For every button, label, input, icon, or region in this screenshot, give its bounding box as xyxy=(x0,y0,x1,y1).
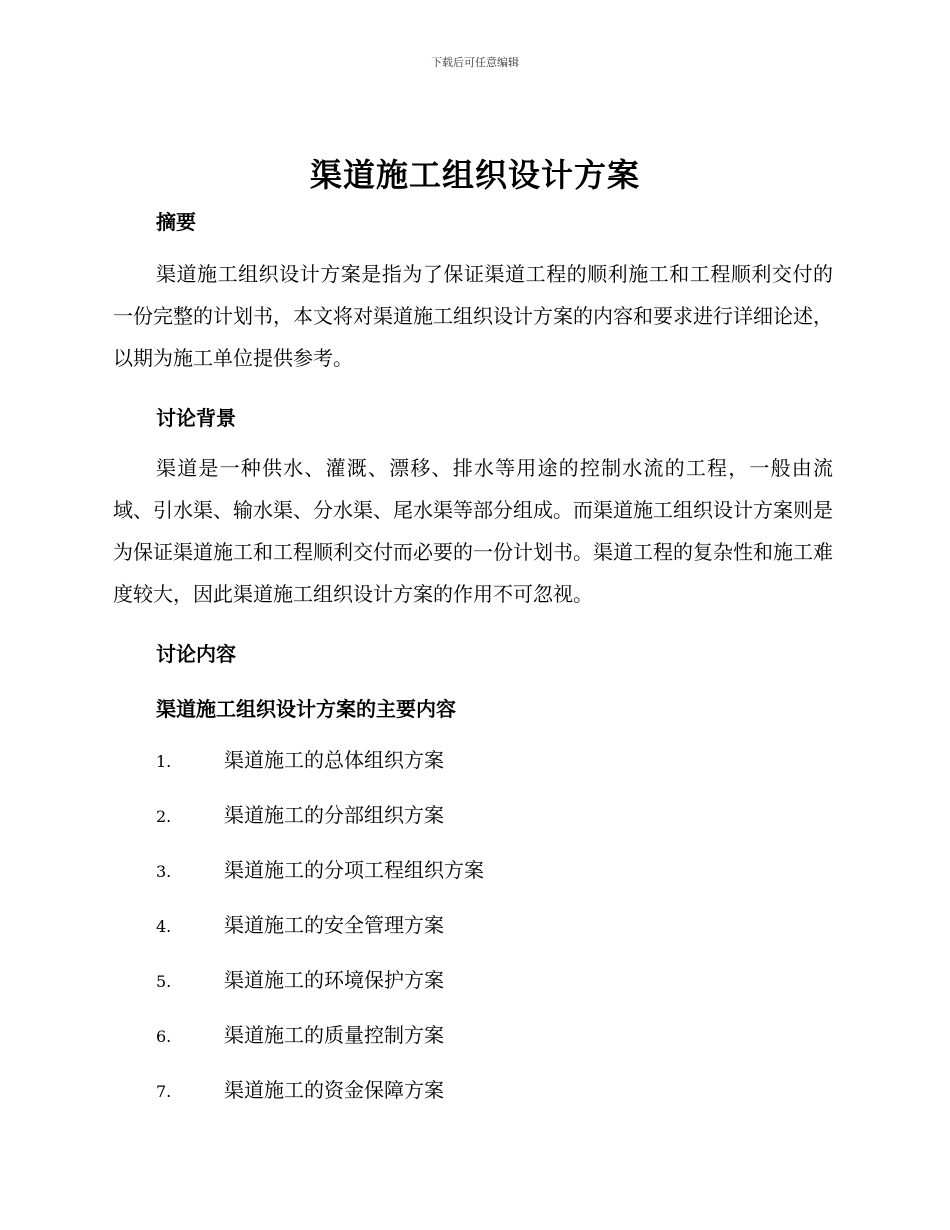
list-item-text: 渠道施工的安全管理方案 xyxy=(224,913,444,937)
list-item-number: 7. xyxy=(156,1082,172,1101)
list-item-number: 1. xyxy=(156,752,172,771)
list-item-number: 5. xyxy=(156,972,172,991)
list-item-text: 渠道施工的分项工程组织方案 xyxy=(224,858,484,882)
list-item-number: 4. xyxy=(156,917,172,936)
content-heading: 讨论内容 xyxy=(156,642,236,666)
list-item-text: 渠道施工的资金保障方案 xyxy=(224,1078,444,1102)
content-subheading: 渠道施工组织设计方案的主要内容 xyxy=(156,697,456,721)
list-item-number: 6. xyxy=(156,1027,172,1046)
list-item-text: 渠道施工的环境保护方案 xyxy=(224,968,444,992)
list-item-text: 渠道施工的分部组织方案 xyxy=(224,803,444,827)
list-item-number: 3. xyxy=(156,862,172,881)
page-header-note: 下载后可任意编辑 xyxy=(431,56,519,69)
list-item-number: 2. xyxy=(156,807,172,826)
abstract-heading: 摘要 xyxy=(156,210,196,234)
abstract-paragraph: 渠道施工组织设计方案是指为了保证渠道工程的顺利施工和工程顺利交付的一份完整的计划书，本文将对渠道施工组织设计方案的内容和要求进行详细论述，以期为施工单位提供参考。 xyxy=(113,262,833,370)
background-paragraph: 渠道是一种供水、灌溉、漂移、排水等用途的控制水流的工程，一般由流域、引水渠、输水渠、分水渠、尾水渠等部分组成。而渠道施工组织设计方案则是为保证渠道施工和工程顺利交付而必要的一份计划书。渠道工程的复杂性和施工难度较大，因此渠道施工组织设计方案的作用不可忽视。 xyxy=(113,456,833,606)
document-title: 渠道施工组织设计方案 xyxy=(309,156,640,194)
list-item-text: 渠道施工的总体组织方案 xyxy=(224,748,444,772)
background-heading: 讨论背景 xyxy=(156,406,236,430)
list-item-text: 渠道施工的质量控制方案 xyxy=(224,1023,444,1047)
